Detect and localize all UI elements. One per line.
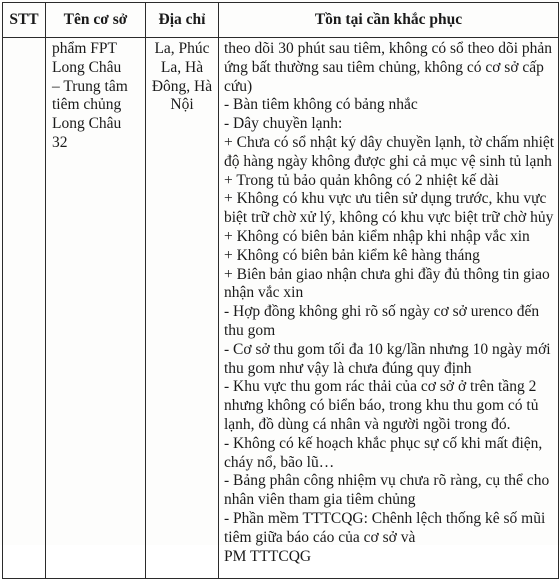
stt-cell <box>3 38 46 579</box>
issue-line: thu gom <box>224 321 276 339</box>
address-text <box>146 38 218 115</box>
issue-line: thu gom như vậy là chưa đúng quy định <box>224 359 472 377</box>
address-line: La, Phúc <box>154 40 210 57</box>
header-name: Tên cơ sở <box>46 3 146 38</box>
address-line: La, Hà <box>160 58 204 76</box>
facility-name-line: 32 <box>52 133 68 151</box>
issue-line: cháy nổ, bão lũ… <box>224 453 335 471</box>
table-header-row <box>3 3 559 38</box>
issue-line: + Không có khu vực ưu tiên sử dụng trước, khu vực <box>224 190 547 208</box>
facility-name-line: Long Châu <box>52 115 122 133</box>
table-row <box>3 38 559 579</box>
facility-name-line: – Trung tâm <box>52 77 128 95</box>
header-issues: Tồn tại cần khắc phục <box>219 3 559 38</box>
facility-name-line: tiêm chủng <box>52 96 122 114</box>
issue-line: - Phần mềm TTTCQG: Chênh lệch thống kê số mũi <box>224 509 546 527</box>
issue-line: + Trong tủ bảo quản không có 2 nhiệt kế dài <box>224 171 499 189</box>
issue-line: - Hợp đồng không ghi rõ số ngày cơ sở urenco đến <box>224 303 540 321</box>
issue-line: + Không có biên bản kiểm nhập khi nhập vắc xin <box>224 227 530 245</box>
facility-name-line: Long Châu <box>52 58 122 76</box>
issue-line: độ hàng ngày không được ghi cả mục vệ sinh tủ lạnh <box>224 152 552 170</box>
issue-line: nhận vắc xin <box>224 284 304 302</box>
issue-line: + Không có biên bản kiểm kê hàng tháng <box>224 246 480 264</box>
issue-line: theo dõi 30 phút sau tiêm, không có sổ theo dõi phản <box>224 40 553 57</box>
issue-line: ứng bất thường sau tiêm chủng, không có cơ sở cấp <box>224 58 544 76</box>
issue-line: nhân viên tham gia tiêm chủng <box>224 491 416 509</box>
address-line: Đông, Hà <box>151 77 213 95</box>
header-address: Địa chỉ <box>146 3 219 38</box>
issue-line: - Khu vực thu gom rác thải của cơ sở ở trên tầng 2 <box>224 378 537 396</box>
issues-text <box>219 38 558 566</box>
issues-cell <box>219 38 559 579</box>
issue-line: lạnh, đồ dùng cá nhân và người ngồi trong đó. <box>224 415 511 433</box>
issue-line: PM TTTCQG <box>224 547 312 565</box>
issues-table <box>2 2 559 579</box>
issue-line: - Không có kế hoạch khắc phục sự cố khi mất điện, <box>224 434 543 452</box>
facility-name-text <box>46 38 145 153</box>
issue-line: + Biên bản giao nhận chưa ghi đầy đủ thông tin giao <box>224 265 550 283</box>
header-stt: STT <box>3 3 46 38</box>
issue-line: nhưng không có biển báo, trong khu thu gom có tủ <box>224 397 539 415</box>
issue-line: - Cơ sở thu gom tối đa 10 kg/lần nhưng 10 ngày mới <box>224 340 551 358</box>
issue-line: biệt trữ chờ xử lý, không có khu vực biệt trữ chờ hủy <box>224 209 554 227</box>
address-line: Nội <box>170 96 194 114</box>
issue-line: tiêm giữa báo cáo của cơ sở và <box>224 528 416 546</box>
facility-name-cell <box>46 38 146 579</box>
address-cell <box>146 38 219 579</box>
issue-line: - Dây chuyền lạnh: <box>224 115 343 133</box>
issue-line: - Bảng phân công nhiệm vụ chưa rõ ràng, cụ thể cho <box>224 472 550 490</box>
issue-line: cứu) <box>224 77 253 95</box>
facility-name-line: phẩm FPT <box>52 40 118 57</box>
issue-line: - Bàn tiêm không có bảng nhắc <box>224 96 418 114</box>
issue-line: + Chưa có sổ nhật ký dây chuyền lạnh, tờ chấm nhiệt <box>224 133 555 151</box>
